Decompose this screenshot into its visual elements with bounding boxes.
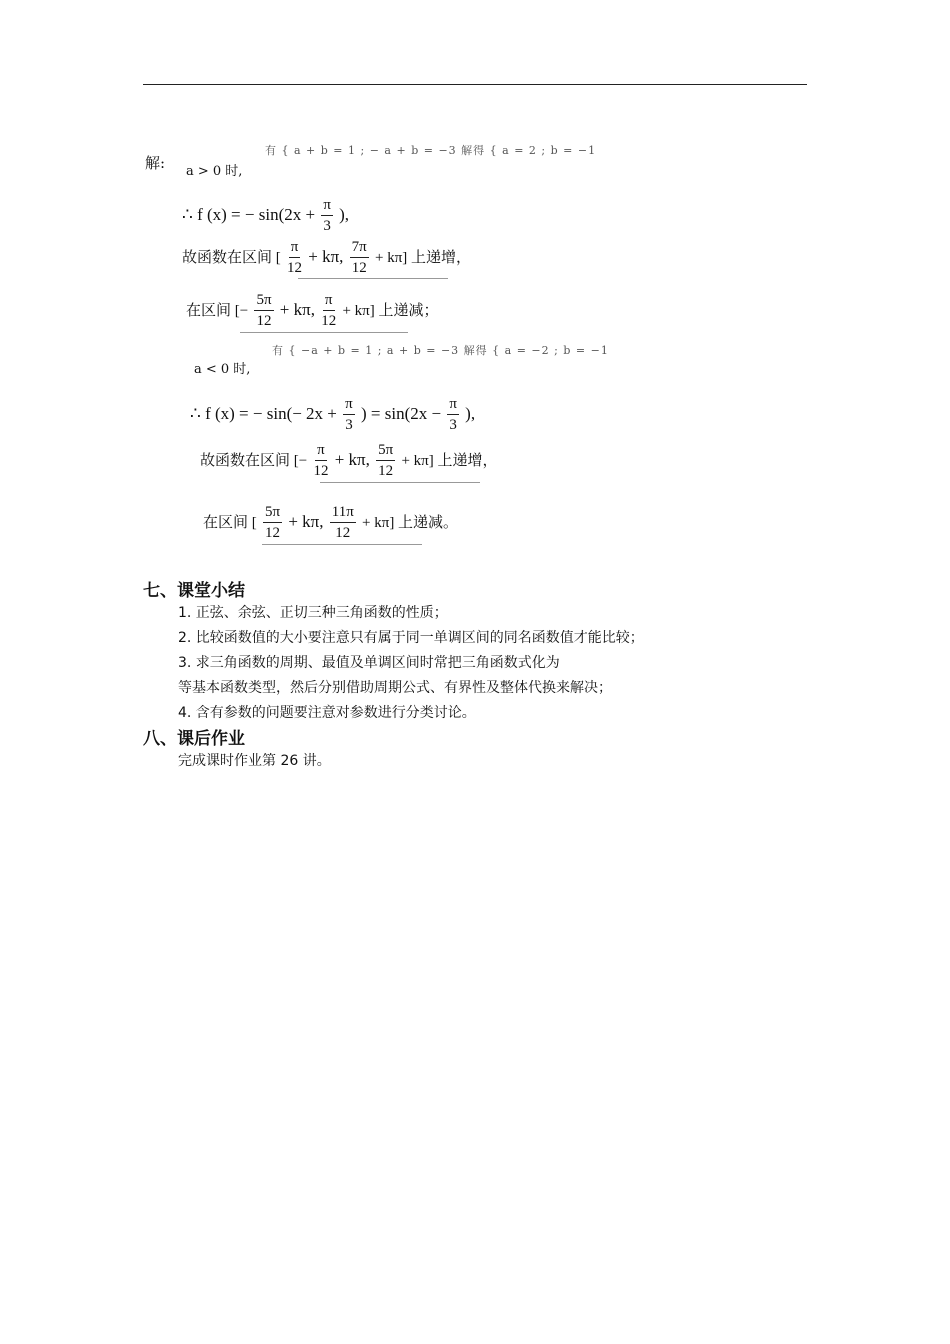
case2-system-mid: 解得 xyxy=(463,344,488,357)
case2-f2-fraction xyxy=(447,397,459,433)
case1-dec-mid: + kπ, xyxy=(279,299,315,319)
section8-item-1: 完成课时作业第 26 讲。 xyxy=(178,753,331,769)
case2-system-right: { a = −2 ; b = −1 xyxy=(492,344,609,357)
case1-dec-fraction-b xyxy=(321,293,336,329)
fraction-numerator: π xyxy=(289,240,301,258)
case1-increasing-interval xyxy=(182,240,471,276)
section7-item-4: 4. 含有参数的问题要注意对参数进行分类讨论。 xyxy=(178,705,476,721)
case2-system-equations xyxy=(272,342,609,358)
case1-decreasing-interval xyxy=(186,293,439,329)
case2-inc-prefix: 故函数在区间 [− xyxy=(200,452,308,469)
fraction-denominator: 12 xyxy=(351,260,367,276)
fraction-numerator: π xyxy=(315,443,327,461)
case2-f-mid: ) = sin(2x − xyxy=(360,403,442,423)
case1-inc-prefix: 故函数在区间 [ xyxy=(182,249,281,266)
case2-dec-suffix: + kπ] 上递减。 xyxy=(362,514,459,531)
case2-function-line xyxy=(190,397,475,433)
fraction-denominator: 12 xyxy=(265,525,281,541)
case2-system-left: 有 { −a + b = 1 ; a + b = −3 xyxy=(272,344,460,357)
fraction-numerator: π xyxy=(343,397,355,415)
case1-inc-suffix: + kπ] 上递增， xyxy=(375,249,472,266)
case2-decreasing-interval xyxy=(203,505,458,541)
section7-item-3: 3. 求三角函数的周期、最值及单调区间时常把三角函数式化为 xyxy=(178,655,560,671)
case1-dec-fraction-a xyxy=(254,293,273,329)
case1-f-tail: ), xyxy=(339,204,350,224)
case1-system-mid: 解得 xyxy=(461,144,486,157)
fraction-denominator: 12 xyxy=(321,313,337,329)
case1-inc-fraction-b xyxy=(350,240,369,276)
fraction-denominator: 3 xyxy=(345,417,353,433)
case2-f-fraction xyxy=(343,397,355,433)
case2-inc-underline xyxy=(320,482,480,483)
case2-condition: a < 0 时, xyxy=(194,362,251,377)
case2-dec-underline xyxy=(262,544,422,545)
case1-condition: a > 0 时, xyxy=(186,164,243,179)
case1-system-right: { a = 2 ; b = −1 xyxy=(489,144,597,157)
case1-dec-underline xyxy=(240,332,408,333)
case1-dec-suffix: + kπ] 上递减； xyxy=(342,302,439,319)
case1-function-line xyxy=(182,198,349,234)
case2-inc-fraction-b xyxy=(376,443,395,479)
case1-dec-prefix: 在区间 [− xyxy=(186,302,249,319)
case2-dec-fraction-a xyxy=(263,505,282,541)
case2-f-lhs: ∴ f (x) = − sin(− 2x + xyxy=(190,403,337,423)
case2-f-tail: ), xyxy=(465,403,476,423)
fraction-denominator: 12 xyxy=(287,260,302,276)
case2-inc-fraction-a xyxy=(313,443,328,479)
section8-heading: 八、课后作业 xyxy=(143,729,245,749)
solution-label: 解: xyxy=(145,154,166,172)
fraction-denominator: 3 xyxy=(323,218,331,234)
fraction-numerator: 5π xyxy=(263,505,282,523)
fraction-denominator: 12 xyxy=(335,525,351,541)
fraction-numerator: 5π xyxy=(376,443,395,461)
fraction-numerator: π xyxy=(321,198,333,216)
case1-inc-mid: + kπ, xyxy=(308,246,344,266)
fraction-denominator: 12 xyxy=(256,313,272,329)
case1-system-equations xyxy=(265,142,596,158)
case1-inc-underline xyxy=(298,278,448,279)
case2-dec-mid: + kπ, xyxy=(288,511,324,531)
header-rule xyxy=(143,84,807,85)
section7-item-2: 2. 比较函数值的大小要注意只有属于同一单调区间的同名函数值才能比较； xyxy=(178,630,644,646)
case2-inc-suffix: + kπ] 上递增， xyxy=(401,452,498,469)
case1-f-lhs: ∴ f (x) = − sin(2x + xyxy=(182,204,316,224)
section7-item-1: 1. 正弦、余弦、正切三种三角函数的性质； xyxy=(178,605,448,621)
section7-heading: 七、课堂小结 xyxy=(143,581,245,601)
fraction-numerator: π xyxy=(447,397,459,415)
section7-item-3-continued: 等基本函数类型，然后分别借助周期公式、有界性及整体代换来解决； xyxy=(178,680,612,696)
fraction-numerator: 5π xyxy=(254,293,273,311)
case1-inc-fraction-a xyxy=(287,240,302,276)
fraction-denominator: 12 xyxy=(378,463,394,479)
case2-dec-prefix: 在区间 [ xyxy=(203,514,257,531)
case1-f-fraction xyxy=(321,198,333,234)
fraction-numerator: 11π xyxy=(330,505,356,523)
case2-inc-mid: + kπ, xyxy=(334,449,370,469)
case2-increasing-interval xyxy=(200,443,498,479)
fraction-numerator: π xyxy=(323,293,335,311)
case2-dec-fraction-b xyxy=(330,505,356,541)
fraction-denominator: 12 xyxy=(313,463,329,479)
fraction-denominator: 3 xyxy=(449,417,457,433)
fraction-numerator: 7π xyxy=(350,240,369,258)
case1-system-left: 有 { a + b = 1 ; − a + b = −3 xyxy=(265,144,457,157)
